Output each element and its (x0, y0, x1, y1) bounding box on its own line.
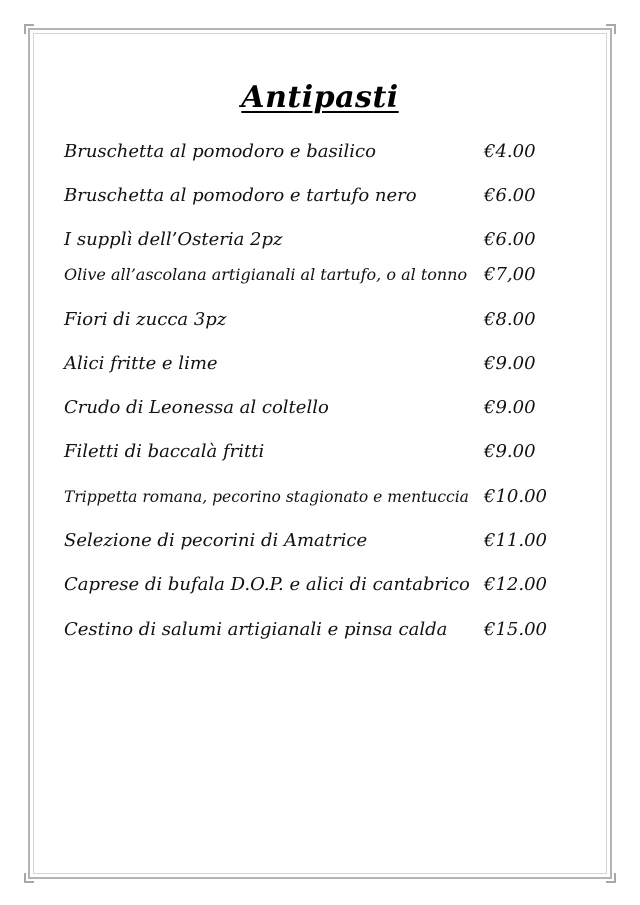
menu-item-name: Trippetta romana, pecorino stagionato e mentuccia (64, 488, 469, 506)
menu-item-price: €12.00 (484, 574, 547, 595)
menu-item-name: Filetti di baccalà fritti (64, 441, 265, 462)
menu-item-price: €7,00 (484, 264, 536, 285)
menu-item-name: I supplì dell’Osteria 2pz (64, 229, 283, 250)
menu-section-title-text: Antipasti (241, 80, 399, 115)
menu-item-name: Selezione di pecorini di Amatrice (64, 530, 368, 551)
menu-item-name: Cestino di salumi artigianali e pinsa calda (64, 619, 448, 640)
menu-section-title (0, 80, 640, 115)
menu-item-price: €9.00 (484, 441, 536, 462)
corner-ornament (24, 873, 34, 883)
menu-item-price: €15.00 (484, 619, 547, 640)
menu-item-price: €9.00 (484, 353, 536, 374)
menu-item-name: Caprese di bufala D.O.P. e alici di cantabrico (64, 574, 470, 595)
corner-ornament (24, 24, 34, 34)
menu-item-price: €11.00 (484, 530, 547, 551)
menu-item-price: €10.00 (484, 486, 547, 507)
menu-item-name: Fiori di zucca 3pz (64, 309, 227, 330)
menu-item-price: €8.00 (484, 309, 536, 330)
menu-item-price: €9.00 (484, 397, 536, 418)
corner-ornament (606, 873, 616, 883)
menu-item-name: Olive all’ascolana artigianali al tartufo, o al tonno (64, 265, 468, 284)
menu-item-name: Bruschetta al pomodoro e tartufo nero (64, 185, 417, 206)
menu-item-name: Alici fritte e lime (64, 353, 218, 374)
menu-item-name: Crudo di Leonessa al coltello (64, 397, 329, 418)
corner-ornament (606, 24, 616, 34)
menu-item-price: €6.00 (484, 229, 536, 250)
menu-item-price: €6.00 (484, 185, 536, 206)
menu-item-price: €4.00 (484, 141, 536, 162)
menu-item-name: Bruschetta al pomodoro e basilico (64, 141, 376, 162)
